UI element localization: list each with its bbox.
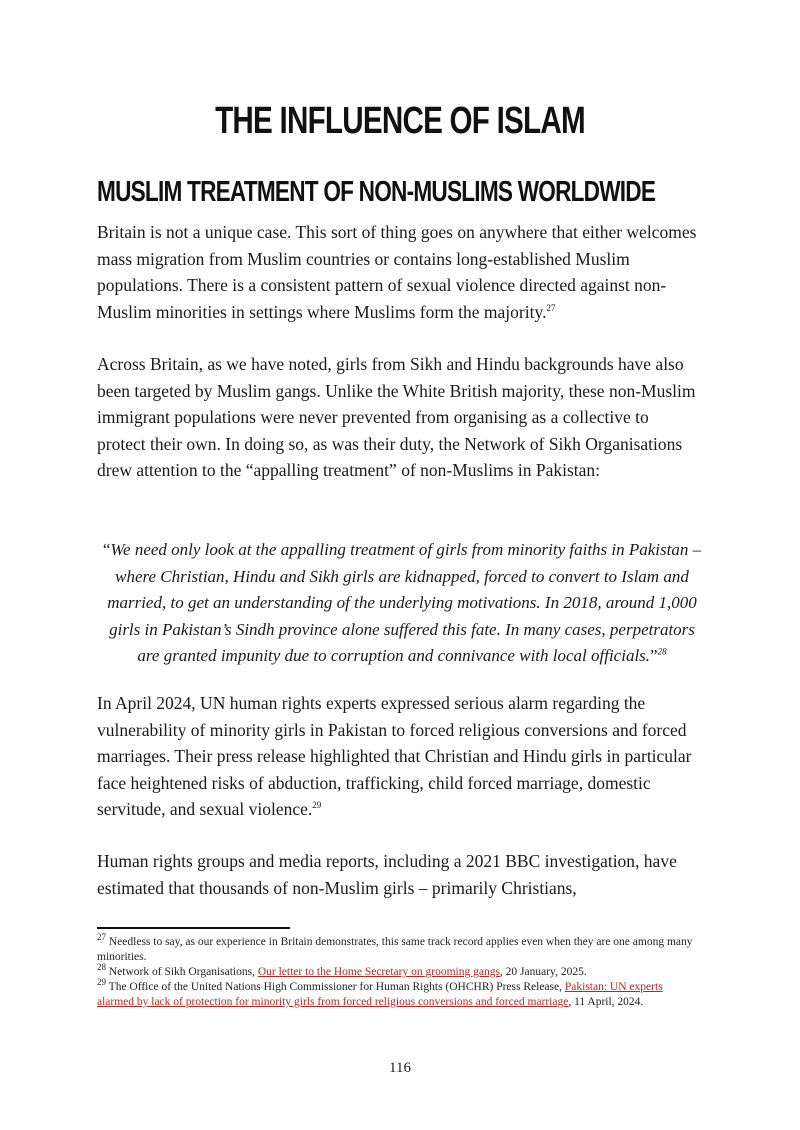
paragraph-text: In April 2024, UN human rights experts expressed serious alarm regarding the vulnerability of minority girls in Pakistan to forced religious conversions and forced marriages. Their press release highlighted that Christian and Hindu girls in particular face heightened risks of abduction, trafficking, child forced marriage, domestic servitude, and sexual violence.: [97, 693, 692, 819]
footnote-text: The Office of the United Nations High Commissioner for Human Rights (OHCHR) Press Release,: [106, 981, 565, 993]
footnote-number: 28: [97, 962, 106, 973]
footnote-text-after: , 11 April, 2024.: [568, 996, 644, 1008]
footnote-number: 27: [97, 932, 106, 943]
paragraph-text: Human rights groups and media reports, including a 2021 BBC investigation, have estimated that thousands of non-Muslim girls – primarily Christians,: [97, 851, 677, 898]
paragraph-3: [97, 690, 697, 823]
paragraph-2: [97, 351, 697, 484]
footnote-ref[interactable]: 29: [312, 800, 322, 811]
footnote-number: 29: [97, 977, 106, 988]
quote-close-mark: ”: [650, 646, 658, 665]
footnote-ref[interactable]: 28: [657, 646, 667, 657]
footnote-divider: [97, 927, 290, 929]
footnotes: [97, 932, 702, 1010]
paragraph-text: Across Britain, as we have noted, girls from Sikh and Hindu backgrounds have also been targeted by Muslim gangs. Unlike the White British majority, these non-Muslim immigrant populations were never prevented from organising as a collective to protect their own. In doing so, as was their duty, the Network of Sikh Organisations drew attention to the “appalling treatment” of non-Muslims in Pakistan:: [97, 354, 696, 480]
paragraph-1: [97, 219, 697, 325]
footnote-link[interactable]: Pakistan: UN experts alarmed by lack of protection for minority girls from forced religious conversions and forced marriage: [97, 981, 663, 1008]
quote-text: We need only look at the appalling treatment of girls from minority faiths in Pakistan – where Christian, Hindu and Sikh girls are kidnapped, forced to convert to Islam and married, to get an understanding of the underlying motivations. In 2018, around 1,000 girls in Pakistan’s Sindh province alone suffered this fate. In many cases, perpetrators are granted impunity due to corruption and connivance with local officials.: [107, 540, 702, 665]
footnote-ref[interactable]: 27: [546, 302, 556, 313]
page-number: 116: [389, 1060, 411, 1076]
footnote-28: [97, 962, 702, 980]
block-quote: [97, 537, 707, 670]
footnote-text-after: , 20 January, 2025.: [499, 966, 587, 978]
footnote-link[interactable]: Our letter to the Home Secretary on grooming gangs: [257, 966, 500, 978]
paragraph-4: [97, 848, 697, 901]
paragraph-text: Britain is not a unique case. This sort of thing goes on anywhere that either welcomes mass migration from Muslim countries or contains long-established Muslim populations. There is a consistent pattern of sexual violence directed against non-Muslim minorities in settings where Muslims form the majority.: [97, 222, 697, 322]
footnote-text: Network of Sikh Organisations,: [106, 966, 258, 978]
section-heading: MUSLIM TREATMENT OF NON-MUSLIMS WORLDWIDE: [97, 176, 656, 208]
quote-open-mark: “: [102, 540, 111, 559]
footnote-text: Needless to say, as our experience in Britain demonstrates, this same track record applies even when they are one among many minorities.: [97, 936, 693, 963]
footnote-27: [97, 932, 702, 965]
footnote-29: [97, 977, 702, 1010]
page-title: THE INFLUENCE OF ISLAM: [215, 100, 585, 142]
